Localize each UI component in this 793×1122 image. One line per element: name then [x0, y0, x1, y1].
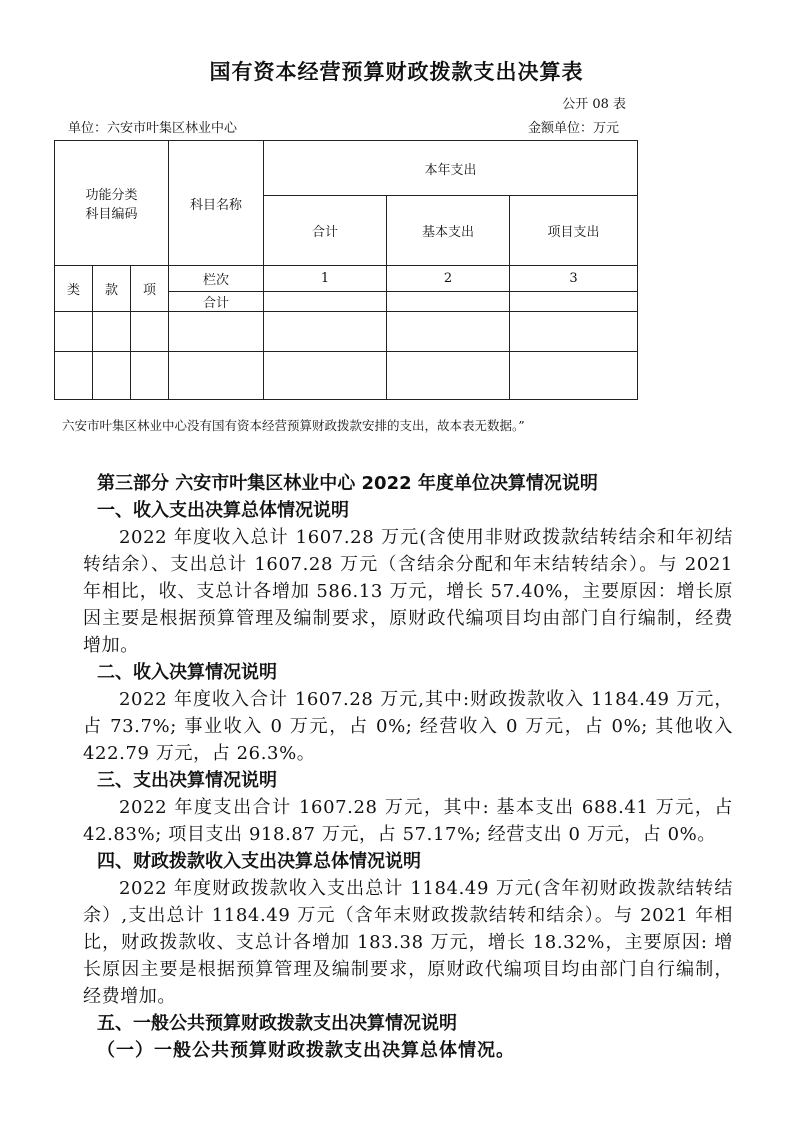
table-cell	[264, 292, 387, 312]
section-2-text: 2022 年度收入合计 1607.28 万元,其中:财政拨款收入 1184.49 万元，占 73.7%; 事业收入 0 万元，占 0%; 经营收入 0 万元，占 0%; 其他收入 422.79 万元，占 26.3%。	[83, 689, 733, 764]
section-3-text: 2022 年度支出合计 1607.28 万元，其中: 基本支出 688.41 万元，占 42.83%; 项目支出 918.87 万元，占 57.17%; 经营支出 0 万元，占 0%。	[83, 797, 733, 845]
total-column-header: 合计	[264, 196, 387, 266]
part-heading: 第三部分 六安市叶集区林业中心 2022 年度单位决算情况说明	[97, 473, 598, 494]
unit-label: 单位：六安市叶集区林业中心	[68, 121, 238, 136]
basic-column-header: 基本支出	[387, 196, 510, 266]
form-number: 公开 08 表	[562, 97, 626, 112]
total-row-label: 合计	[169, 292, 264, 312]
report-body	[83, 470, 733, 1064]
table-cell	[131, 312, 169, 352]
table-cell	[264, 352, 387, 400]
amount-unit-label: 金额单位：万元	[528, 121, 620, 136]
column-number-3: 3	[510, 266, 638, 292]
table-title: 国有资本经营预算财政拨款支出决算表	[209, 59, 584, 84]
section-1-heading: 一、收入支出决算总体情况说明	[97, 500, 349, 521]
subject-code-label: 科目编码	[85, 207, 138, 222]
section-4-heading: 四、财政拨款收入支出决算总体情况说明	[97, 851, 421, 872]
table-row	[55, 352, 638, 400]
table-cell	[387, 352, 510, 400]
kuan-header: 款	[93, 266, 131, 312]
xiang-header: 项	[131, 266, 169, 312]
column-number-1: 1	[264, 266, 387, 292]
func-class-header	[55, 141, 169, 266]
section-2-heading: 二、收入决算情况说明	[97, 662, 277, 683]
current-year-header: 本年支出	[264, 141, 638, 196]
section-1-text: 2022 年度收入总计 1607.28 万元(含使用非财政拨款结转结余和年初结转结余）、支出总计 1607.28 万元（含结余分配和年末结转结余）。与 2021 年相比，收、支总计各增加 586.13 万元，增长 57.40%，主要原因：增长原因主要是根据预算管理及编制要求，原财政代编项目均由部门自行编制，经费增加。	[83, 527, 733, 656]
table-cell	[169, 312, 264, 352]
table-cell	[387, 312, 510, 352]
func-class-label: 功能分类	[85, 188, 138, 203]
project-column-header: 项目支出	[510, 196, 638, 266]
budget-table-container	[54, 140, 638, 400]
section-5-heading: 五、一般公共预算财政拨款支出决算情况说明	[97, 1013, 457, 1034]
table-cell	[169, 352, 264, 400]
table-note: 六安市叶集区林业中心没有国有资本经营预算财政拨款安排的支出，故本表无数据。”	[62, 418, 525, 433]
table-cell	[55, 352, 93, 400]
table-cell	[93, 312, 131, 352]
subject-name-header: 科目名称	[169, 141, 264, 266]
table-cell	[131, 352, 169, 400]
section-3-heading: 三、支出决算情况说明	[97, 770, 277, 791]
table-row	[55, 312, 638, 352]
table-cell	[510, 292, 638, 312]
section-4-text: 2022 年度财政拨款收入支出总计 1184.49 万元(含年初财政拨款结转结余）,支出总计 1184.49 万元（含年末财政拨款结转和结余）。与 2021 年相比，财政拨款收、支总计各增加 183.38 万元，增长 18.32%，主要原因: 增长原因主要是根据预算管理及编制要求，原财政代编项目均由部门自行编制，经费增加。	[83, 878, 733, 1007]
lei-header: 类	[55, 266, 93, 312]
table-cell	[264, 312, 387, 352]
budget-table	[54, 140, 638, 400]
table-cell	[387, 292, 510, 312]
table-cell	[55, 312, 93, 352]
section-5-subheading: （一）一般公共预算财政拨款支出决算总体情况。	[97, 1040, 515, 1061]
table-cell	[510, 312, 638, 352]
lanci-label: 栏次	[169, 266, 264, 292]
table-cell	[93, 352, 131, 400]
table-cell	[510, 352, 638, 400]
column-number-2: 2	[387, 266, 510, 292]
